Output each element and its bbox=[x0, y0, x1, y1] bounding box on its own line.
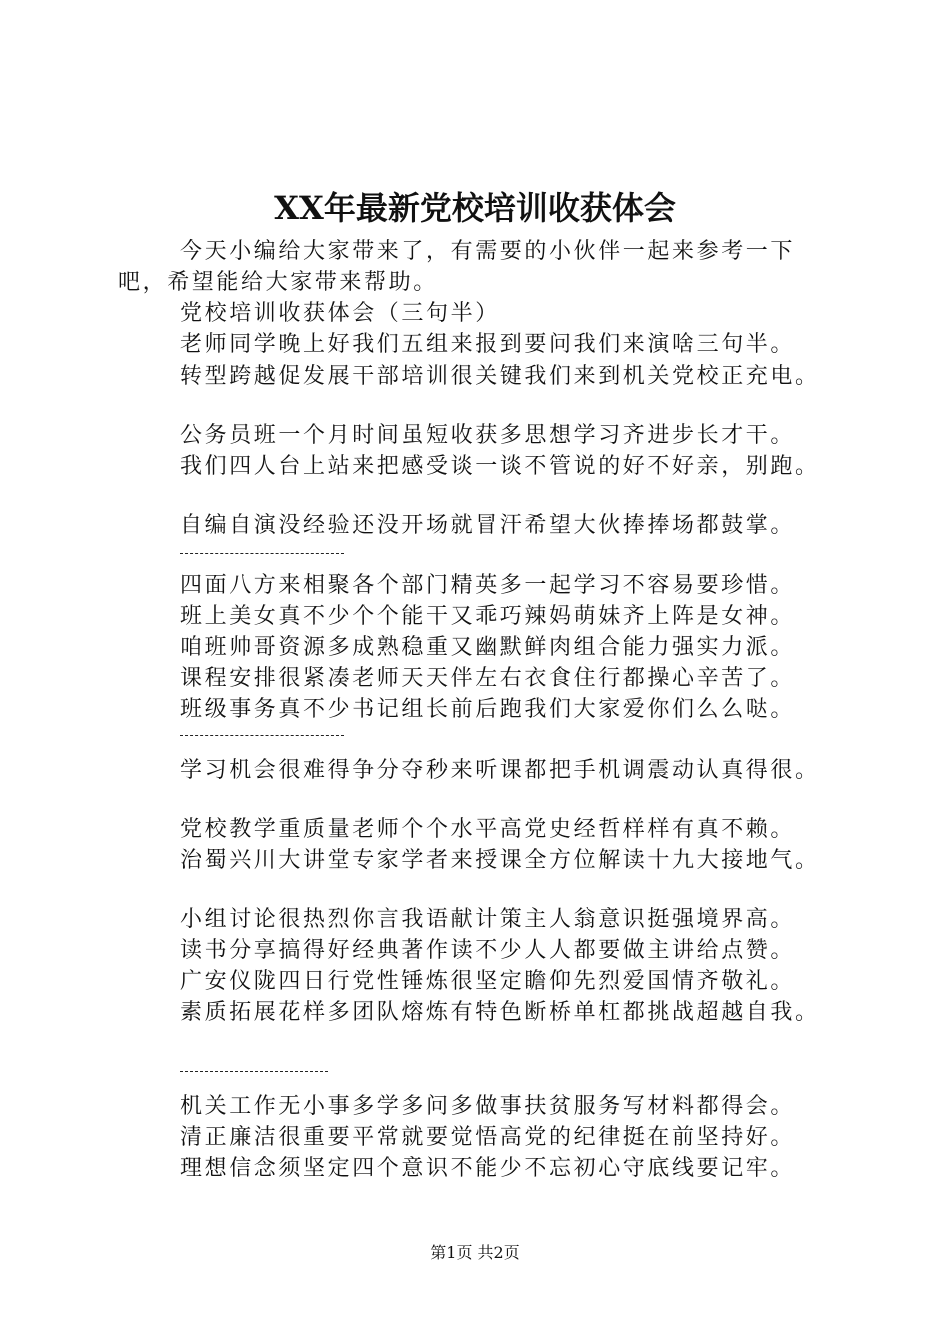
verse-line: 四面八方来相聚各个部门精英多一起学习不容易要珍惜。 bbox=[180, 573, 796, 598]
verse-line: 党校教学重质量老师个个水平高党史经哲样样有真不赖。 bbox=[180, 817, 796, 842]
verse-line: 清正廉洁很重要平常就要觉悟高党的纪律挺在前坚持好。 bbox=[180, 1125, 796, 1150]
document-title: XX年最新党校培训收获体会 bbox=[274, 189, 676, 227]
verse-line: 读书分享搞得好经典著作读不少人人都要做主讲给点赞。 bbox=[180, 938, 796, 963]
section-divider bbox=[180, 553, 344, 554]
section-divider bbox=[180, 1071, 328, 1072]
verse-line: 治蜀兴川大讲堂专家学者来授课全方位解读十九大接地气。 bbox=[180, 848, 820, 873]
verse-line: 小组讨论很热烈你言我语献计策主人翁意识挺强境界高。 bbox=[180, 907, 796, 932]
verse-line: 我们四人台上站来把感受谈一谈不管说的好不好亲，别跑。 bbox=[180, 454, 820, 479]
verse-line: 学习机会很难得争分夺秒来听课都把手机调震动认真得很。 bbox=[180, 758, 820, 783]
verse-line: 转型跨越促发展干部培训很关键我们来到机关党校正充电。 bbox=[180, 364, 820, 389]
verse-line: 老师同学晚上好我们五组来报到要问我们来演啥三句半。 bbox=[180, 332, 796, 357]
verse-line: 班上美女真不少个个能干又乖巧辣妈萌妹齐上阵是女神。 bbox=[180, 604, 796, 629]
subtitle: 党校培训收获体会（三句半） bbox=[180, 301, 500, 326]
verse-line: 自编自演没经验还没开场就冒汗希望大伙捧捧场都鼓掌。 bbox=[180, 513, 796, 538]
section-divider bbox=[180, 735, 344, 736]
verse-line: 广安仪陇四日行党性锤炼很坚定瞻仰先烈爱国情齐敬礼。 bbox=[180, 969, 796, 994]
verse-line: 班级事务真不少书记组长前后跑我们大家爱你们么么哒。 bbox=[180, 697, 796, 722]
intro-line-1: 今天小编给大家带来了，有需要的小伙伴一起来参考一下 bbox=[180, 239, 796, 264]
page-number: 第1页 共2页 bbox=[430, 1243, 520, 1262]
verse-line: 素质拓展花样多团队熔炼有特色断桥单杠都挑战超越自我。 bbox=[180, 1000, 820, 1025]
intro-line-2: 吧，希望能给大家带来帮助。 bbox=[118, 270, 438, 295]
verse-line: 理想信念须坚定四个意识不能少不忘初心守底线要记牢。 bbox=[180, 1156, 796, 1181]
verse-line: 课程安排很紧凑老师天天伴左右衣食住行都操心辛苦了。 bbox=[180, 666, 796, 691]
verse-line: 机关工作无小事多学多问多做事扶贫服务写材料都得会。 bbox=[180, 1094, 796, 1119]
verse-line: 公务员班一个月时间虽短收获多思想学习齐进步长才干。 bbox=[180, 423, 796, 448]
verse-line: 咱班帅哥资源多成熟稳重又幽默鲜肉组合能力强实力派。 bbox=[180, 635, 796, 660]
